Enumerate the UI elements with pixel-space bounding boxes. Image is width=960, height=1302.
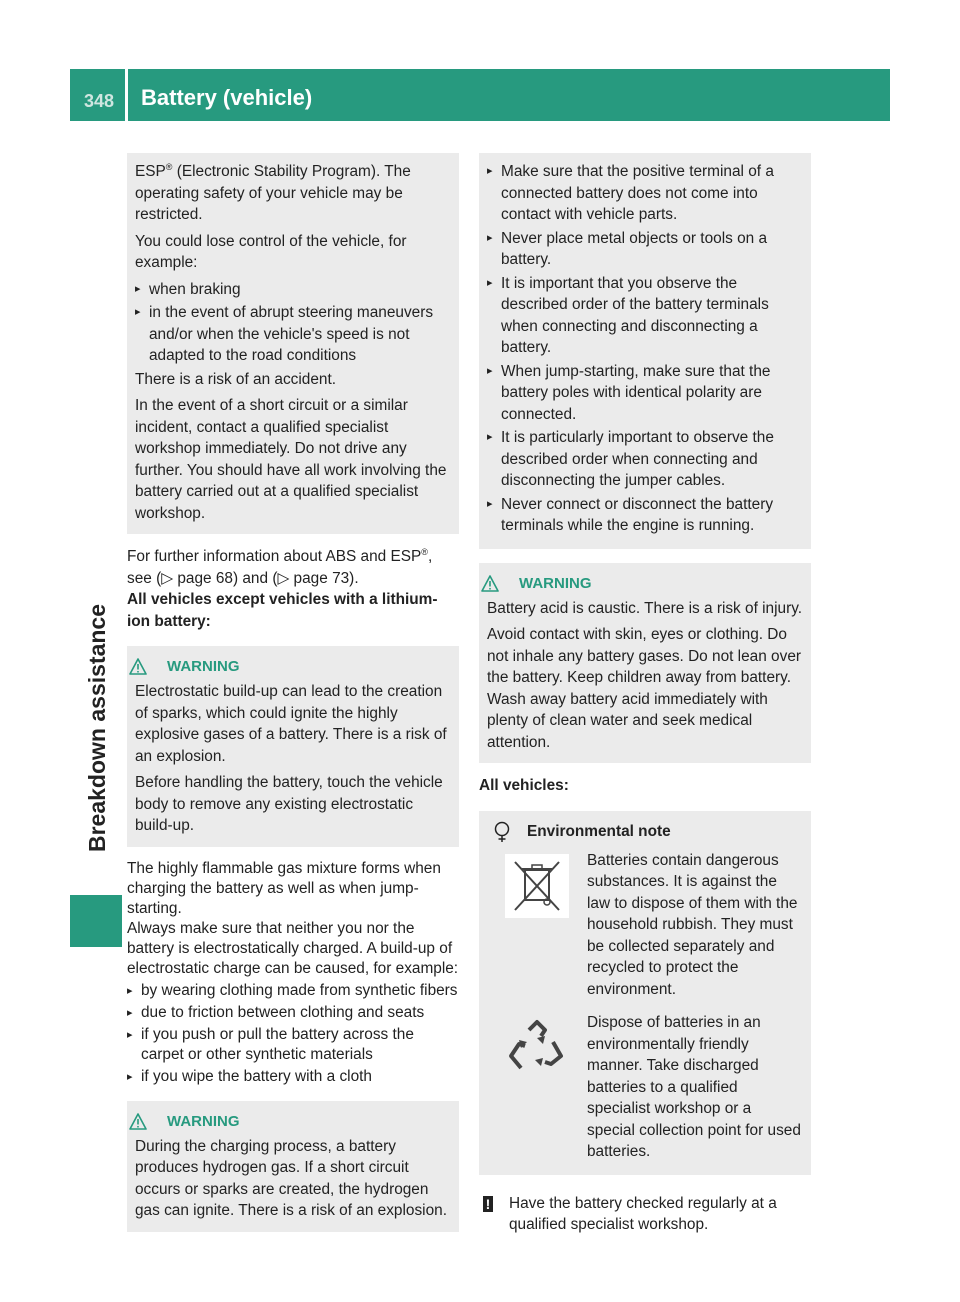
recycling-text: Dispose of batteries in an environmentally friendly manner. Take discharged batteries to a qualified specialist workshop or a special collection point for used batteries. xyxy=(587,1014,801,1160)
warning-label: WARNING xyxy=(167,658,240,675)
disposal-text: Batteries contain dangerous substances. It is against the law to dispose of them with the household rubbish. They must be collected separately and recycled to protect the environment. xyxy=(587,851,798,998)
side-section-text: Breakdown assistance xyxy=(84,603,110,852)
warning-continued-box xyxy=(127,153,459,534)
list-item: ▸ Make sure that the positive terminal of a connected battery does not come into contact with vehicle parts. xyxy=(487,161,803,226)
warning-heading xyxy=(135,656,451,677)
environmental-note-heading xyxy=(487,821,803,842)
environmental-note-title: Environmental note xyxy=(527,822,671,840)
section-subheading: All vehicles: xyxy=(479,777,569,794)
disposal-row xyxy=(487,850,803,1001)
list-item: ▸ When jump-starting, make sure that the battery poles with identical polarity are connected. xyxy=(487,361,803,426)
header-divider xyxy=(125,69,128,121)
side-tab-marker xyxy=(70,895,122,947)
electrostatic-causes-list xyxy=(127,981,459,1087)
list-item: ▸ by wearing clothing made from synthetic fibers xyxy=(127,981,459,1001)
crossed-out-bin-icon xyxy=(505,854,569,918)
list-item: ▸ when braking xyxy=(135,279,451,301)
battery-handling-list xyxy=(487,161,803,537)
service-note-text: Have the battery checked regularly at a qualified specialist workshop. xyxy=(509,1194,777,1233)
short-circuit-text: In the event of a short circuit or a similar incident, contact a qualified specialist workshop immediately. Do not drive any further. You should have all work involving the battery carried out at a qualified specialist workshop. xyxy=(135,397,447,522)
left-column xyxy=(127,153,459,1232)
warning-heading xyxy=(487,573,803,594)
list-item: ▸ Never place metal objects or tools on a battery. xyxy=(487,228,803,271)
list-item: ▸ if you wipe the battery with a cloth xyxy=(127,1067,459,1087)
warning-text: Battery acid is caustic. There is a risk of injury. xyxy=(487,599,803,617)
warning-box xyxy=(127,646,459,847)
flammable-gas-text: The highly flammable gas mixture forms when charging the battery as well as when jump-starting. xyxy=(127,859,441,917)
warning-text: Before handling the battery, touch the vehicle body to remove any existing electrostatic build-up. xyxy=(135,774,443,834)
right-column xyxy=(479,153,811,1236)
lose-control-list xyxy=(135,279,451,367)
esp-text: ESP xyxy=(135,163,166,180)
list-item: ▸ Never connect or disconnect the battery terminals while the engine is running. xyxy=(487,494,803,537)
lightbulb-icon xyxy=(493,821,511,843)
registered-mark: ® xyxy=(421,546,428,557)
recycling-icon xyxy=(505,1016,569,1080)
warning-box xyxy=(479,563,811,764)
warning-label: WARNING xyxy=(167,1112,240,1130)
environmental-note-box xyxy=(479,811,811,1175)
warning-label: WARNING xyxy=(519,574,592,592)
registered-mark: ® xyxy=(165,161,173,172)
list-item: ▸ due to friction between clothing and seats xyxy=(127,1003,459,1023)
warning-text: Electrostatic build-up can lead to the creation of sparks, which could ignite the highly explosive gases of a battery. There is a risk of an explosion. xyxy=(135,683,447,765)
warning-triangle-icon xyxy=(481,575,499,592)
service-note xyxy=(479,1193,811,1236)
accident-risk-text: There is a risk of an accident. xyxy=(135,370,337,388)
list-item: ▸ if you push or pull the battery across the carpet or other synthetic materials xyxy=(127,1025,459,1065)
side-section-label xyxy=(84,603,114,882)
esp-restricted-text: (Electronic Stability Program). The operating safety of your vehicle may be restricted. xyxy=(135,163,411,223)
warning-continued-box xyxy=(479,153,811,549)
page-header xyxy=(70,69,890,121)
page-number: 348 xyxy=(84,91,115,111)
list-item: ▸ It is important that you observe the described order of the battery terminals when connecting and disconnecting a battery. xyxy=(487,273,803,359)
exclamation-icon: ! xyxy=(483,1196,493,1212)
section-subheading: All vehicles except vehicles with a lithium-ion battery: xyxy=(127,591,438,630)
page-title: Battery (vehicle) xyxy=(141,85,313,110)
warning-heading xyxy=(135,1111,451,1132)
list-item: ▸ in the event of abrupt steering maneuvers and/or when the vehicle's speed is not adapted to the road conditions xyxy=(135,302,451,367)
page-reference-links[interactable]: , see (▷ page 68) and (▷ page 73). xyxy=(127,548,433,587)
warning-text: During the charging process, a battery produces hydrogen gas. If a short circuit occurs or sparks are created, the hydrogen gas can ignite. There is a risk of an explosion. xyxy=(135,1137,447,1219)
warning-triangle-icon xyxy=(129,1113,147,1130)
warning-text: Avoid contact with skin, eyes or clothing. Do not inhale any battery gases. Do not lean over the battery. Keep children away from battery. Wash away battery acid immediately with plenty of clean water and seek medical attention. xyxy=(487,626,801,751)
electrostatic-text: Always make sure that neither you nor the battery is electrostatically charged. A build-up of electrostatic charge can be caused, for example: xyxy=(127,919,459,977)
warning-triangle-icon xyxy=(129,658,147,675)
further-info-text: For further information about ABS and ESP xyxy=(127,548,422,565)
list-item: ▸ It is particularly important to observe the described order when connecting and disconnecting the jumper cables. xyxy=(487,427,803,492)
lose-control-text: You could lose control of the vehicle, for example: xyxy=(135,232,407,271)
warning-box xyxy=(127,1101,459,1232)
recycling-row xyxy=(487,1012,803,1163)
